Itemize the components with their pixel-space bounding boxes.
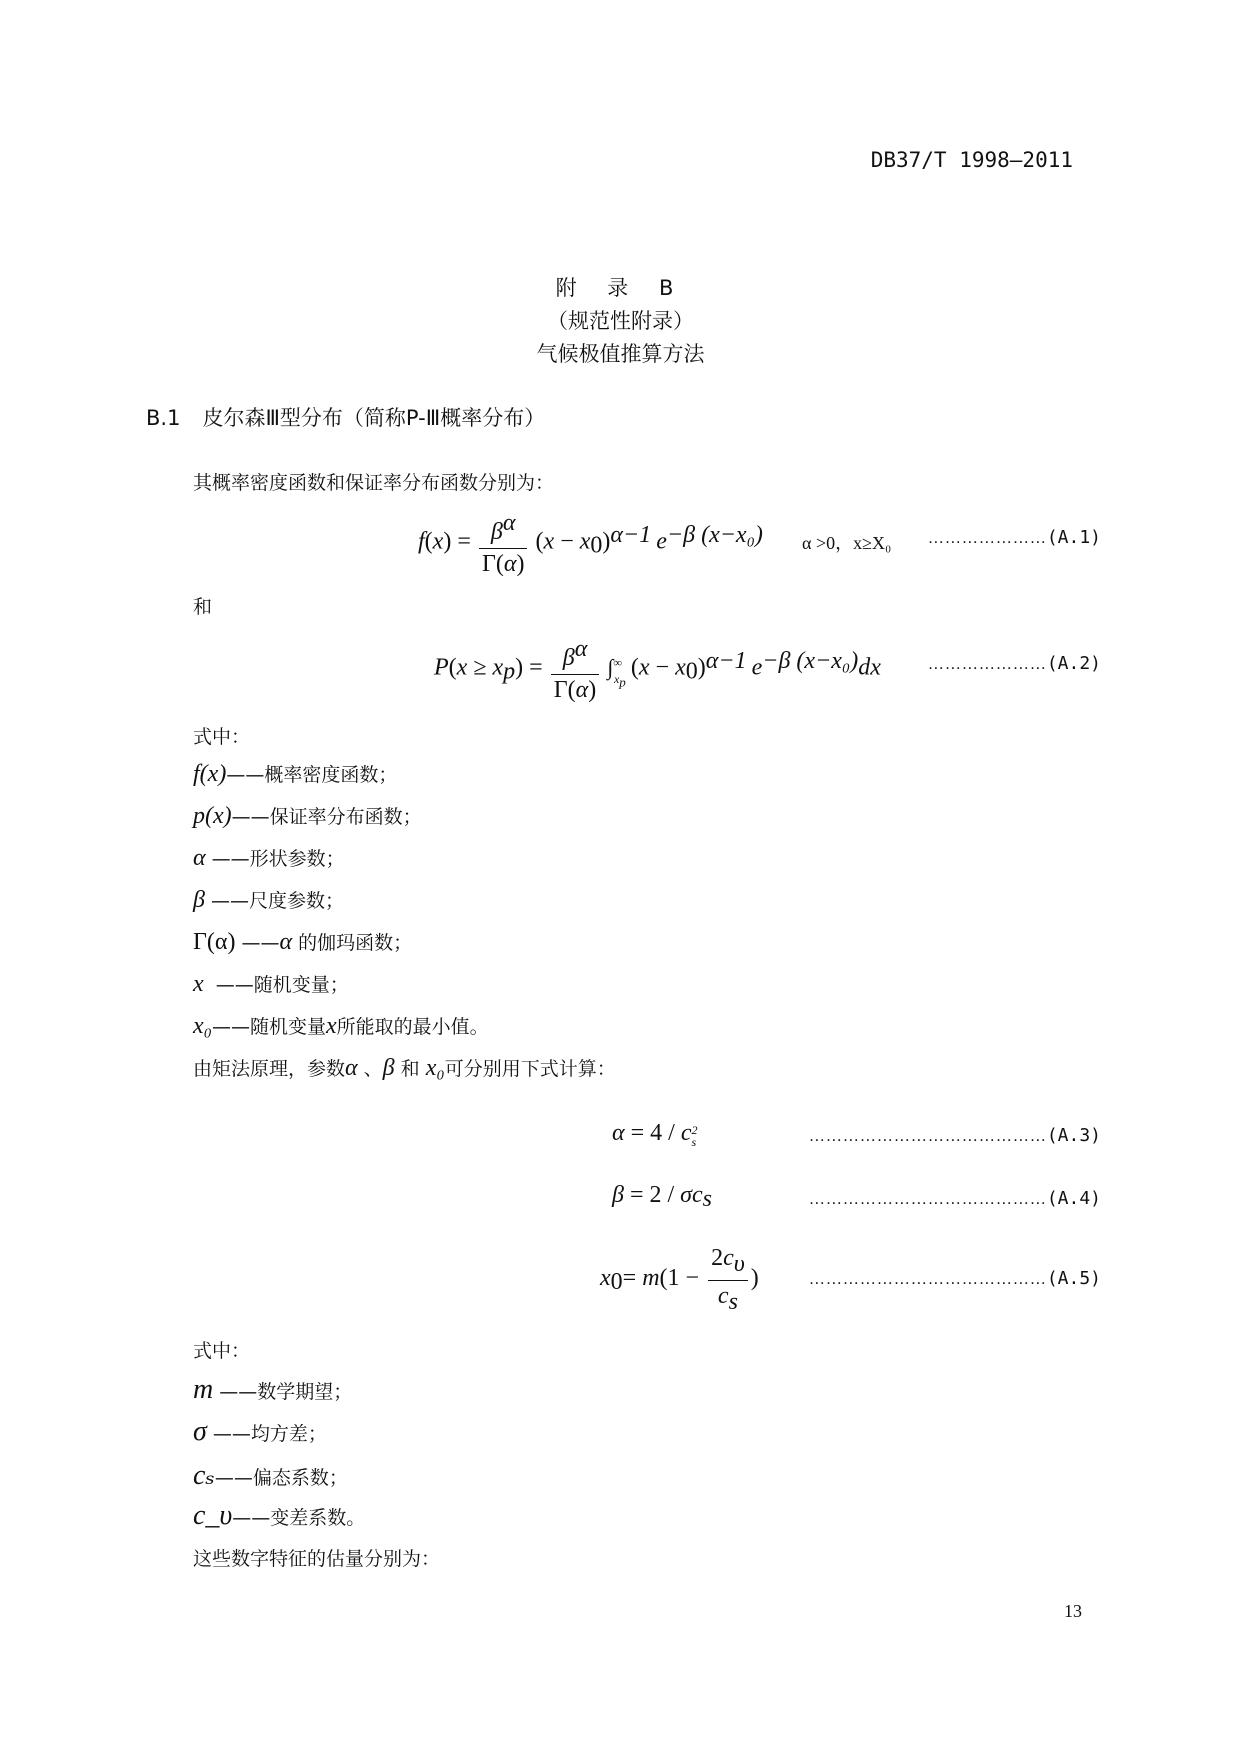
estimate-text: 这些数字特征的估量分别为： xyxy=(193,1548,441,1570)
where-label-1: 式中： xyxy=(193,726,251,748)
eq1-condition: α >0，x≥X₀ xyxy=(802,532,892,553)
eq2-tag-row: …………………(A.2) xyxy=(927,653,1101,674)
eq5-tag: (A.5) xyxy=(1046,1268,1101,1289)
method-text: 由矩法原理，参数α 、β 和 x₀可分别用下式计算： xyxy=(193,1055,616,1081)
eq5-fraction: $\frac{2c_\upsilon}{c_s}$ xyxy=(708,1245,748,1316)
equation-a5: $x_0= m(1$ − $\frac{2c_\upsilon}{c_s}$ ) xyxy=(600,1245,759,1315)
and-text: 和 xyxy=(193,596,213,618)
def-x0: x₀——随机变量x所能取的最小值。 xyxy=(193,1013,489,1039)
def-gamma: Γ(α) ——α 的伽玛函数； xyxy=(193,929,413,955)
def-m: m ——数学期望； xyxy=(193,1374,353,1405)
def-symbol: c_υ xyxy=(193,1500,233,1531)
page-number: 13 xyxy=(1064,1601,1082,1621)
where-label-2: 式中： xyxy=(193,1340,251,1362)
def-cv: c_υ——变差系数。 xyxy=(193,1500,366,1531)
def-symbol: α xyxy=(193,845,206,871)
eq1-tag-row: …………………(A.1) xyxy=(927,527,1101,548)
def-symbol: x₀ xyxy=(193,1013,212,1039)
eq4-tag-row: ……………………………………(A.4) xyxy=(808,1188,1101,1209)
def-symbol: Γ(α) xyxy=(193,929,236,955)
intro-text: 其概率密度函数和保证率分布函数分别为： xyxy=(193,472,555,494)
eq1-tag: (A.1) xyxy=(1046,527,1101,548)
section-number: B.1 xyxy=(146,406,181,430)
def-symbol: σ xyxy=(193,1416,207,1447)
def-symbol: f(x) xyxy=(193,761,227,787)
def-symbol: x xyxy=(193,971,204,997)
eq5-tag-row: ……………………………………(A.5) xyxy=(808,1268,1101,1289)
def-cs: cₛ——偏态系数； xyxy=(193,1460,348,1491)
equation-a2: $P(x \ge x_p)$ = $\frac{\beta^\alpha}{\Gamma(\alpha)}$ $\int^\infty_{x_p}$ $(x - x_0)^{\alpha-1}$ $e^{-\beta (x-x_0)}dx$ xyxy=(434,636,881,703)
eq4-tag: (A.4) xyxy=(1046,1188,1101,1209)
eq2-fraction: $\frac{\beta^\alpha}{\Gamma(\alpha)}$ xyxy=(551,636,599,704)
def-x: x ——随机变量； xyxy=(193,971,349,997)
section-heading xyxy=(146,402,545,432)
appendix-name: 气候极值推算方法 xyxy=(536,342,705,366)
def-symbol: p(x) xyxy=(193,803,232,829)
def-symbol: β xyxy=(193,887,205,913)
eq3-tag: (A.3) xyxy=(1046,1125,1101,1146)
equation-a4: $\beta = 2 / \sigma c_s$ xyxy=(612,1182,712,1213)
eq3-tag-row: ……………………………………(A.3) xyxy=(808,1125,1101,1146)
appendix-type: （规范性附录） xyxy=(547,309,694,333)
appendix-title: 附 录 B xyxy=(555,276,686,300)
document-id: DB37/T 1998—2011 xyxy=(870,148,1073,172)
section-title: 皮尔森Ⅲ型分布（简称P-Ⅲ概率分布） xyxy=(202,406,546,430)
def-symbol: m xyxy=(193,1374,214,1405)
def-px: p(x)——保证率分布函数； xyxy=(193,803,422,829)
def-symbol: cₛ xyxy=(193,1460,215,1491)
equation-a1: f(x) = $\frac{\beta^\alpha}{\Gamma(\alpha)}$ $(x - x_0)^{\alpha-1}$ $e^{-\beta (x-x_0)}$ α >0，x≥X₀ xyxy=(418,510,892,577)
eq1-fraction: $\frac{\beta^\alpha}{\Gamma(\alpha)}$ xyxy=(479,510,527,578)
def-fx: f(x)——概率密度函数； xyxy=(193,761,398,787)
eq2-tag: (A.2) xyxy=(1046,653,1101,674)
def-sigma: σ ——均方差； xyxy=(193,1416,327,1447)
equation-a3: α = 4 / c 2 s xyxy=(612,1120,698,1149)
def-beta: β ——尺度参数； xyxy=(193,887,345,913)
def-alpha: α ——形状参数； xyxy=(193,845,345,871)
